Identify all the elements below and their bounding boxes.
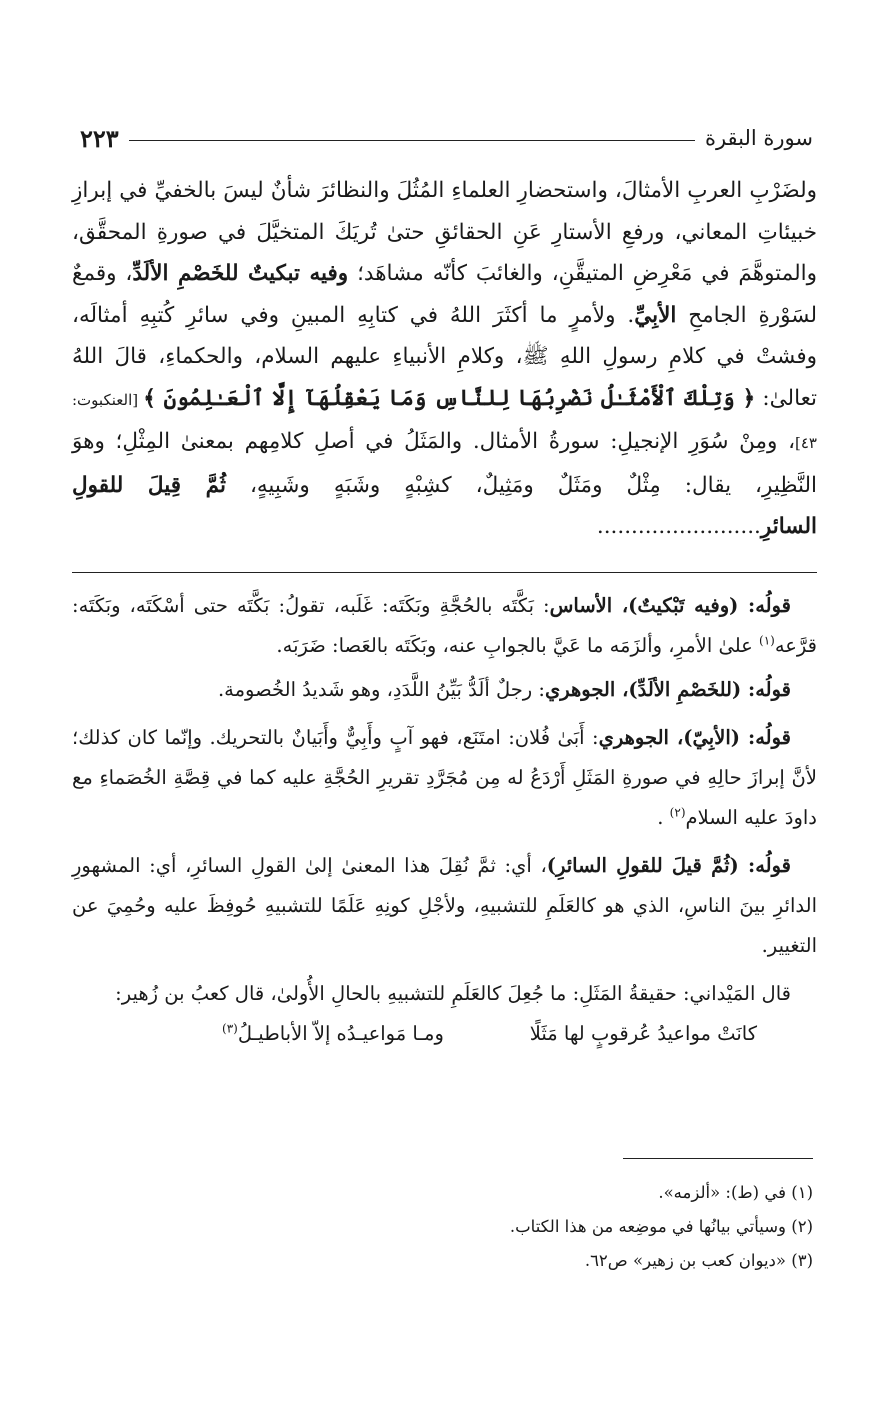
commentary-section — [72, 586, 817, 1054]
commentary-text: قال المَيْداني: حقيقةُ المَثَلِ: ما جُعِلَ كالعَلَمِ للتشبيهِ بالحالِ الأُولىٰ، قال كعبُ بن زُهير: — [115, 982, 791, 1005]
main-text-part3: . ولأمرٍ ما أكثَرَ اللهُ في كتابِهِ المبينِ وفي سائرِ كُتبِهِ أمثالَه، وفشتْ في كلامِ رسولِ اللهِ ﷺ، وكلامِ الأنبياءِ عليهم السلام، والحكماءِ، قالَ اللهُ تعالىٰ: — [72, 302, 817, 411]
commentary-text: : بَكَّتَه بالحُجَّةِ وبَكَتَه: غَلَبه، تقولُ: بَكَّتَه حتى أسْكَتَه، وبَكَتَه: قرَّعه — [72, 594, 817, 657]
main-text-part1: ولضَرْبِ العربِ الأمثالَ، واستحضارِ العلماءِ المُثُلَ والنظائرَ شأنٌ ليسَ بالخفيِّ في إبرازِ خبيئاتِ المعاني، ورفعِ الأستارِ عَنِ الحقائقِ حتىٰ تُريَكَ المتخيَّلَ في صورةِ المحقَّق، والمتوهَّمَ في مَعْرِضِ المتيقَّنِ، والغائبَ كأنّه مشاهَد؛ — [72, 178, 817, 286]
main-dots: ........................ — [596, 514, 761, 539]
page-header — [80, 118, 813, 158]
footnotes — [300, 1176, 813, 1278]
commentary-paragraph — [72, 846, 817, 966]
poem-hemistich-1: كانَتْ مواعيدُ عُرقوبٍ لها مَثَلًا — [529, 1022, 757, 1045]
commentary-text: ، أي: ثمَّ نُقِلَ هذا المعنىٰ إلىٰ القولِ السائرِ، أي: المشهورِ الدائرِ بينَ الناسِ، الذي هو كالعَلَمِ للتشبيهِ، ولأجْلِ كونِهِ عَلَمًا للتشبيهِ حُوفِظَ عليه وحُمِيَ عن التغيير. — [72, 854, 817, 957]
main-bold-phrase-3: ثُمَّ قِيلَ للقولِ السائرِ — [72, 472, 817, 539]
main-text-part2: ، وقمعٌ لسَوْرةِ الجامحِ — [72, 261, 817, 328]
commentary-text: علىٰ الأمرِ، وألزَمَه ما عَيَّ بالجوابِ عنه، وبَكَتَه بالعَصا: ضَرَبَه. — [276, 634, 759, 657]
commentary-paragraph — [72, 718, 817, 838]
commentary-paragraph — [72, 670, 817, 710]
poem-hemistich-2-text: ومـا مَواعيـدُه إلاّ الأباطيـلُ — [237, 1022, 444, 1045]
poem-hemistich-2 — [222, 1014, 444, 1054]
footnote-rule — [623, 1158, 813, 1159]
header-rule — [129, 140, 695, 141]
surah-title: سورة البقرة — [704, 126, 813, 150]
commentary-paragraph — [72, 974, 817, 1014]
footnote-marker[interactable]: (٢) — [669, 805, 686, 820]
commentary-text: : رجلٌ ألَدُّ بَيِّنُ اللَّدَدِ، وهو شَديدُ الخُصومة. — [217, 678, 545, 701]
page-number: ٢٢٣ — [80, 123, 119, 153]
text-divider — [72, 572, 817, 573]
quran-reference: [العنكبوت: ٤٣] — [72, 390, 817, 452]
footnote-marker[interactable]: (٣) — [222, 1021, 238, 1036]
poem-verse — [72, 1014, 817, 1054]
footnote-item: (٢) وسيأتي بيانُها في موضِعه من هذا الكتاب. — [509, 1217, 813, 1236]
commentary-text: . — [657, 806, 670, 829]
main-paragraph — [72, 170, 817, 548]
footnote-item: (٣) «ديوان كعب بن زهير» ص٦٢. — [584, 1251, 813, 1270]
main-text — [72, 170, 817, 548]
commentary-label: قولُه: (للخَصْمِ الألَدِّ)، الجوهري — [544, 678, 791, 701]
footnote-item: (١) في (ط): «ألزمه». — [658, 1183, 813, 1202]
main-text-part4: ، ومِنْ سُوَرِ الإنجيلِ: سورةُ الأمثال. والمَثَلُ في أصلِ كلامِهم بمعنىٰ المِثْلِ؛ وهوَ النَّظِيرِ، يقال: مِثْلٌ ومَثَلٌ ومَثِيلٌ، كشِبْهٍ وشَبَهٍ وشَبِيهٍ، — [72, 429, 817, 498]
footnote-marker[interactable]: (١) — [759, 633, 775, 648]
commentary-label: قولُه: (ثُمَّ قيلَ للقولِ السائرِ) — [546, 854, 791, 877]
main-bold-phrase-2: الأبِيِّ — [634, 302, 677, 328]
commentary-label: قولُه: (وفيه تَبْكيتٌ)، الأساس — [549, 594, 791, 617]
commentary-paragraph — [72, 586, 817, 666]
quran-verse: ﴿ وَتِلْكَ ٱلْأَمْثَـٰلُ نَضْرِبُهَا لِلنَّاسِ وَمَا يَعْقِلُهَآ إِلَّا ٱلْعَـٰلِمُونَ ﴾ — [143, 385, 756, 411]
commentary-label: قولُه: (الأبِيّ)، الجوهري — [598, 726, 791, 749]
main-bold-phrase-1: وفيه تبكيتٌ للخَصْمِ الألَدِّ — [132, 261, 349, 286]
commentary-text: : أَبَىٰ فُلان: امتَنَع، فهو آبٍ وأَبِيٌّ وأَبَيانٌ بالتحريك. وإنّما كان كذلك؛ لأنَّ إبرازَ حالِهِ في صورةِ المَثَلِ أَرْدَعُ له مِن مُجَرَّدِ تقريرِ الحُجَّةِ عليه كما في قِصَّةِ الخُصَماءِ مع داودَ عليه السلام — [72, 726, 817, 829]
